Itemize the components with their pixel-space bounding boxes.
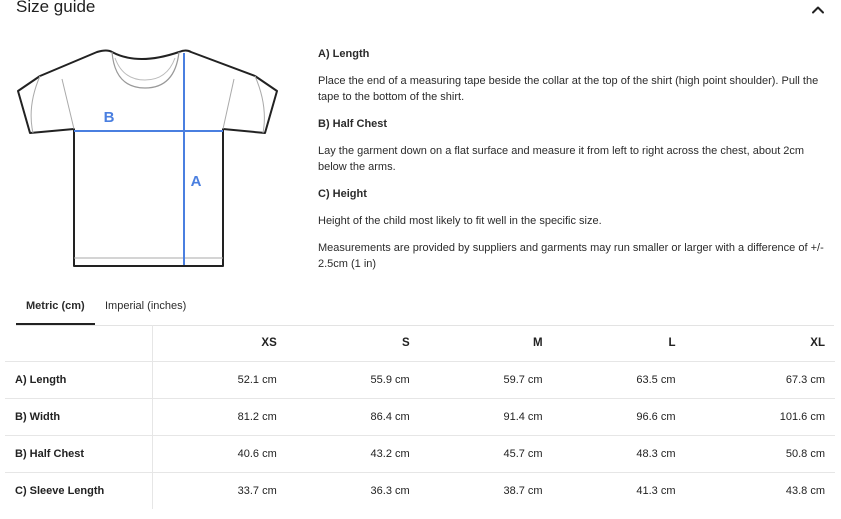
tab-metric[interactable]: Metric (cm)	[26, 300, 85, 325]
table-cell: 50.8 cm	[686, 436, 835, 473]
measurement-instructions	[318, 46, 830, 283]
column-header-m: M	[420, 325, 553, 362]
table-row	[5, 399, 835, 436]
table-cell: 52.1 cm	[153, 362, 287, 399]
table-cell: 38.7 cm	[503, 485, 543, 497]
column-header-s: S	[287, 325, 420, 362]
column-header-l: L	[553, 325, 686, 362]
page-title: Size guide	[16, 0, 96, 16]
label-b: B	[103, 109, 115, 126]
length-text: Place the end of a measuring tape beside the collar at the top of the shirt (high point shoulder). Pull the tape to the bottom of the shirt.	[318, 75, 819, 103]
table-cell: 59.7 cm	[420, 362, 553, 399]
tshirt-measurement-diagram	[15, 48, 281, 270]
table-cell: 45.7 cm	[420, 436, 553, 473]
row-label: C) Sleeve Length	[5, 473, 153, 510]
tab-imperial[interactable]: Imperial (inches)	[105, 300, 187, 312]
table-cell: 41.3 cm	[636, 485, 676, 497]
table-cell: 67.3 cm	[686, 362, 835, 399]
table-cell: 43.8 cm	[785, 485, 825, 497]
table-cell: 40.6 cm	[153, 436, 287, 473]
table-row	[5, 473, 835, 510]
chest-text: Lay the garment down on a flat surface and measure it from left to right across the chest, about 2cm below the arms.	[318, 145, 805, 173]
height-heading: C) Height	[318, 188, 367, 200]
table-header-row	[5, 325, 835, 362]
table-cell: 101.6 cm	[686, 399, 835, 436]
height-text: Height of the child most likely to fit well in the specific size.	[318, 215, 602, 227]
length-heading: A) Length	[318, 48, 370, 60]
table-cell: 36.3 cm	[370, 485, 410, 497]
unit-tabs	[16, 299, 834, 326]
size-guide-header[interactable]	[16, 0, 826, 22]
table-cell: 63.5 cm	[553, 362, 686, 399]
table-cell: 86.4 cm	[287, 399, 420, 436]
tshirt-outline	[18, 51, 277, 267]
row-label: A) Length	[5, 362, 153, 399]
table-row	[5, 436, 835, 473]
size-table	[5, 325, 835, 509]
table-cell: 48.3 cm	[553, 436, 686, 473]
column-header-xs: XS	[153, 325, 287, 362]
row-label: B) Width	[5, 399, 153, 436]
table-corner-cell	[5, 325, 153, 362]
column-header-xl: XL	[686, 325, 835, 362]
table-row	[5, 362, 835, 399]
table-cell: 81.2 cm	[153, 399, 287, 436]
table-cell: 43.2 cm	[287, 436, 420, 473]
chevron-up-icon[interactable]	[810, 2, 826, 18]
chest-heading: B) Half Chest	[318, 118, 388, 130]
table-cell: 55.9 cm	[287, 362, 420, 399]
label-a: A	[190, 173, 202, 190]
table-cell: 96.6 cm	[553, 399, 686, 436]
measurement-note: Measurements are provided by suppliers and garments may run smaller or larger with a difference of +/- 2.5cm (1 in)	[318, 242, 824, 270]
row-label: B) Half Chest	[5, 436, 153, 473]
table-cell: 91.4 cm	[420, 399, 553, 436]
table-cell: 33.7 cm	[237, 485, 277, 497]
